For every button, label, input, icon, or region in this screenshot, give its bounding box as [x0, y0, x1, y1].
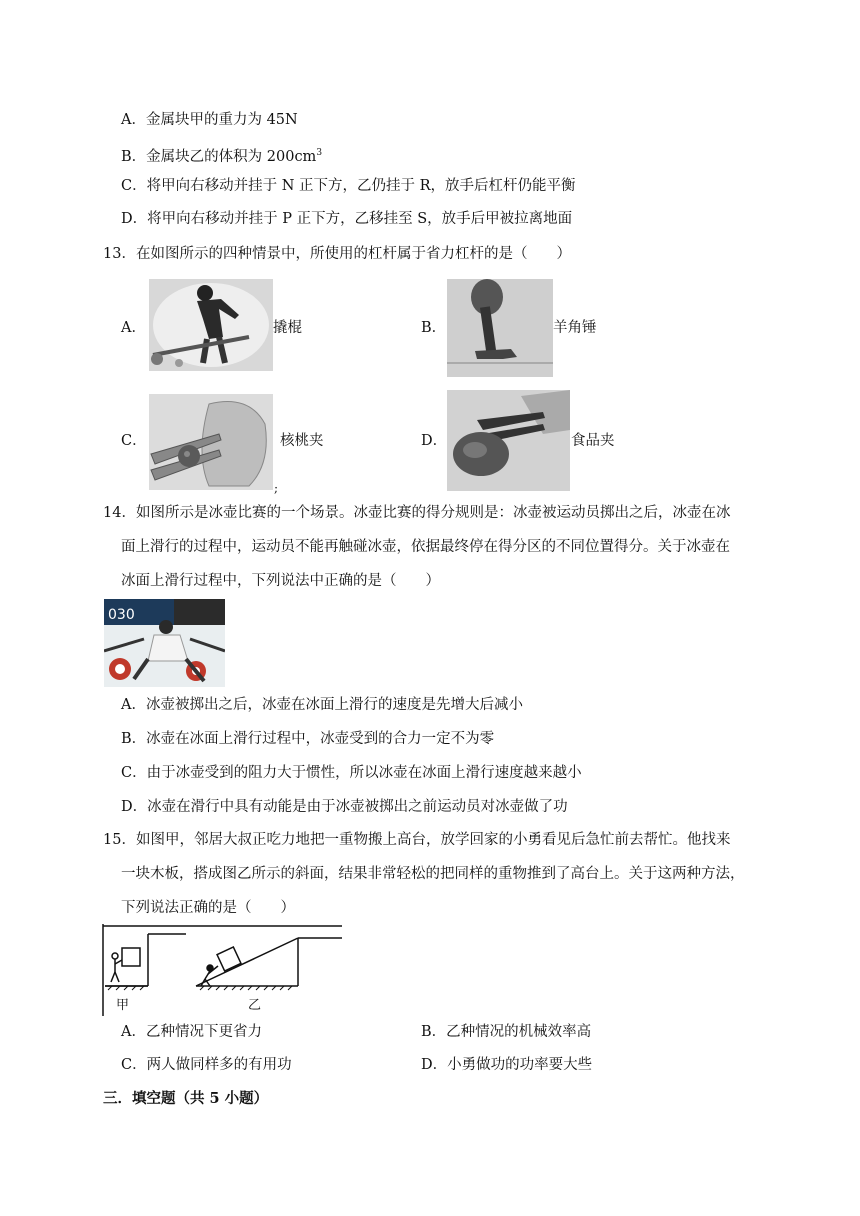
q12-option-c: C．将甲向右移动并挂于 N 正下方，乙仍挂于 R，放手后杠杆仍能平衡: [121, 178, 576, 194]
q13-option-b-letter: B．: [421, 320, 447, 336]
q13-option-a-letter: A．: [121, 320, 146, 336]
q14-option-a: A．冰壶被掷出之后，冰壶在冰面上滑行的速度是先增大后减小: [121, 697, 523, 713]
q15-option-c: C．两人做同样多的有用功: [121, 1057, 292, 1073]
q15-stem-line-3: 下列说法正确的是（ ）: [121, 900, 295, 916]
q13-option-d-letter: D．: [421, 433, 448, 449]
food-tongs-photo: [447, 390, 570, 491]
q15-option-d: D．小勇做功的功率要大些: [421, 1057, 593, 1073]
q12-option-b-superscript: 3: [316, 148, 323, 158]
q13-stem: 13．在如图所示的四种情景中，所使用的杠杆属于省力杠杆的是（ ）: [103, 246, 571, 262]
q15-stem-line-2: 一块木板，搭成图乙所示的斜面，结果非常轻松的把同样的重物推到了高台上。关于这两种方法，: [121, 866, 745, 882]
q14-stem-line-1: 14．如图所示是冰壶比赛的一个场景。冰壶比赛的得分规则是：冰壶被运动员掷出之后，冰壶在冰: [103, 505, 731, 521]
claw-hammer-photo: [447, 279, 553, 377]
figure-label-jia: 甲: [116, 998, 130, 1013]
q15-option-b: B．乙种情况的机械效率高: [421, 1024, 592, 1040]
q13-option-c-letter: C．: [121, 433, 147, 449]
curling-photo: [104, 599, 225, 687]
stray-mark: ;: [274, 481, 279, 495]
q12-option-d: D．将甲向右移动并挂于 P 正下方，乙移挂至 S，放手后甲被拉离地面: [121, 211, 573, 227]
q13-option-a-caption: 撬棍: [273, 320, 302, 336]
figure-label-yi: 乙: [248, 998, 262, 1013]
q12-option-a: A．金属块甲的重力为 45N: [121, 112, 298, 128]
q12-option-b-text: B．金属块乙的体积为 200cm: [121, 149, 317, 165]
q14-stem-line-3: 冰面上滑行过程中，下列说法中正确的是（ ）: [121, 573, 440, 589]
q13-option-c-caption: 核桃夹: [280, 433, 324, 449]
q14-stem-line-2: 面上滑行的过程中，运动员不能再触碰冰壶，依据最终停在得分区的不同位置得分。关于冰壶在: [121, 539, 730, 555]
q14-option-d: D．冰壶在滑行中具有动能是由于冰壶被掷出之前运动员对冰壶做了功: [121, 799, 568, 815]
q12-option-b: [121, 143, 322, 167]
section-heading: 三．填空题（共 5 小题）: [103, 1090, 269, 1107]
q15-stem-line-1: 15．如图甲，邻居大叔正吃力地把一重物搬上高台，放学回家的小勇看见后急忙前去帮忙。他找来: [103, 832, 731, 848]
q13-option-d-caption: 食品夹: [571, 433, 615, 449]
crowbar-photo: [149, 279, 273, 371]
incline-diagram: [102, 924, 343, 1016]
curling-scoreboard-text: 030: [108, 607, 135, 623]
q14-option-b: B．冰壶在冰面上滑行过程中，冰壶受到的合力一定不为零: [121, 731, 495, 747]
nutcracker-photo: [149, 394, 273, 490]
q14-option-c: C．由于冰壶受到的阻力大于惯性，所以冰壶在冰面上滑行速度越来越小: [121, 765, 582, 781]
q13-option-b-caption: 羊角锤: [553, 320, 597, 336]
q15-option-a: A．乙种情况下更省力: [121, 1024, 262, 1040]
